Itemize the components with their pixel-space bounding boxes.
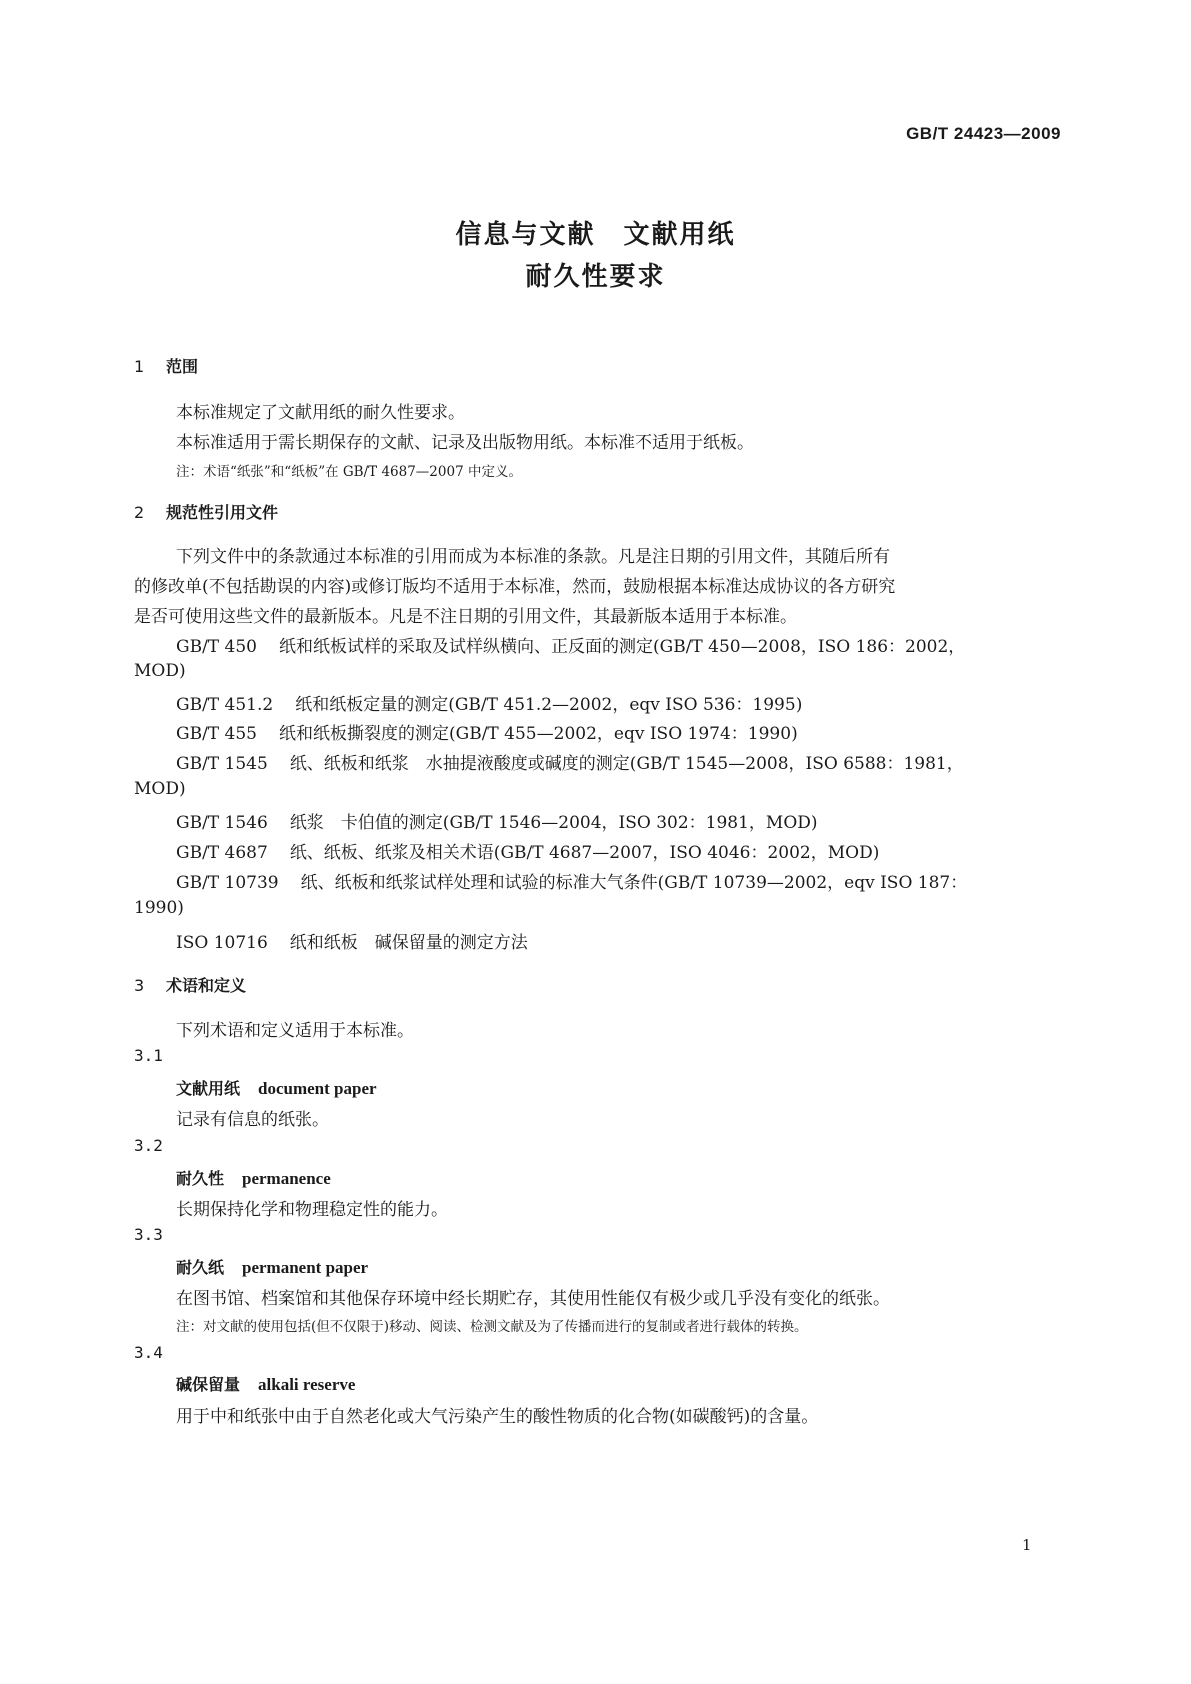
- term-en: document paper: [258, 1079, 377, 1098]
- reference-code: GB/T 1546: [176, 813, 268, 833]
- reference-text: 纸、纸板和纸浆试样处理和试验的标准大气条件(GB/T 10739—2002，eqv ISO 187：: [300, 873, 968, 893]
- note: 注：术语“纸张”和“纸板”在 GB/T 4687—2007 中定义。: [176, 464, 522, 480]
- reference-text: 纸、纸板和纸浆 水抽提液酸度或碱度的测定(GB/T 1545—2008，ISO 6588：1981，: [289, 754, 964, 774]
- term-number: 3.2: [134, 1136, 163, 1155]
- section-number: 2: [134, 503, 145, 522]
- reference-item: [176, 690, 802, 715]
- reference-code: GB/T 4687: [176, 843, 268, 863]
- reference-code: ISO 10716: [176, 933, 268, 953]
- section-title: 规范性引用文件: [166, 503, 279, 522]
- reference-continuation: MOD): [134, 661, 186, 681]
- term-en: alkali reserve: [258, 1375, 356, 1394]
- reference-text: 纸和纸板定量的测定(GB/T 451.2—2002，eqv ISO 536：1995): [295, 695, 803, 715]
- section-2-heading: [134, 500, 278, 523]
- reference-item: [176, 928, 528, 953]
- reference-code: GB/T 10739: [176, 873, 279, 893]
- reference-text: 纸浆 卡伯值的测定(GB/T 1546—2004，ISO 302：1981，MOD): [289, 813, 818, 833]
- term-number: 3.1: [134, 1046, 163, 1065]
- term-zh: 碱保留量: [176, 1375, 241, 1394]
- section-3-heading: [134, 973, 246, 996]
- section-number: 3: [134, 976, 145, 995]
- reference-text: 纸和纸板 碱保留量的测定方法: [289, 933, 528, 953]
- standard-code: GB/T 24423—2009: [906, 124, 1061, 143]
- reference-code: GB/T 1545: [176, 754, 268, 774]
- paragraph: 下列文件中的条款通过本标准的引用而成为本标准的条款。凡是注日期的引用文件，其随后所有: [176, 547, 890, 567]
- reference-text: 纸和纸板试样的采取及试样纵横向、正反面的测定(GB/T 450—2008，ISO 186：2002，: [279, 637, 966, 657]
- term-entry: [176, 1076, 377, 1099]
- paragraph: 下列术语和定义适用于本标准。: [176, 1021, 414, 1041]
- term-number: 3.3: [134, 1225, 163, 1244]
- term-entry: [176, 1166, 331, 1189]
- section-title: 范围: [166, 357, 199, 376]
- term-definition: 用于中和纸张中由于自然老化或大气污染产生的酸性物质的化合物(如碳酸钙)的含量。: [176, 1407, 819, 1427]
- term-en: permanent paper: [242, 1258, 369, 1277]
- reference-continuation: 1990): [134, 898, 184, 918]
- reference-item: [176, 719, 798, 744]
- reference-code: GB/T 451.2: [176, 695, 274, 715]
- document-title-line2: 耐久性要求: [525, 262, 666, 292]
- term-entry: [176, 1372, 355, 1395]
- reference-code: GB/T 455: [176, 724, 257, 744]
- term-definition: 在图书馆、档案馆和其他保存环境中经长期贮存，其使用性能仅有极少或几乎没有变化的纸张。: [176, 1289, 890, 1309]
- term-entry: [176, 1255, 368, 1278]
- reference-item: [176, 838, 879, 863]
- document-title-line1: 信息与文献 文献用纸: [455, 220, 736, 250]
- note: 注：对文献的使用包括(但不仅限于)移动、阅读、检测文献及为了传播而进行的复制或者进行载体的转换。: [176, 1319, 808, 1335]
- paragraph: 的修改单(不包括勘误的内容)或修订版均不适用于本标准，然而，鼓励根据本标准达成协议的各方研究: [134, 577, 896, 597]
- page-number: 1: [1022, 1536, 1032, 1554]
- reference-text: 纸和纸板撕裂度的测定(GB/T 455—2002，eqv ISO 1974：1990): [279, 724, 798, 744]
- section-number: 1: [134, 357, 145, 376]
- reference-item: [176, 808, 818, 833]
- reference-item: [176, 868, 967, 893]
- term-en: permanence: [242, 1169, 331, 1188]
- term-definition: 长期保持化学和物理稳定性的能力。: [176, 1200, 448, 1220]
- reference-text: 纸、纸板、纸浆及相关术语(GB/T 4687—2007，ISO 4046：2002，MOD): [289, 843, 880, 863]
- term-zh: 耐久纸: [176, 1258, 225, 1277]
- section-title: 术语和定义: [166, 976, 247, 995]
- paragraph: 本标准规定了文献用纸的耐久性要求。: [176, 403, 465, 423]
- term-definition: 记录有信息的纸张。: [176, 1110, 329, 1130]
- section-1-heading: [134, 354, 198, 377]
- term-zh: 耐久性: [176, 1169, 225, 1188]
- term-number: 3.4: [134, 1343, 163, 1362]
- reference-item: [176, 632, 965, 657]
- reference-item: [176, 749, 964, 774]
- reference-continuation: MOD): [134, 779, 186, 799]
- term-zh: 文献用纸: [176, 1079, 241, 1098]
- paragraph: 是否可使用这些文件的最新版本。凡是不注日期的引用文件，其最新版本适用于本标准。: [134, 607, 797, 627]
- paragraph: 本标准适用于需长期保存的文献、记录及出版物用纸。本标准不适用于纸板。: [176, 433, 754, 453]
- reference-code: GB/T 450: [176, 637, 257, 657]
